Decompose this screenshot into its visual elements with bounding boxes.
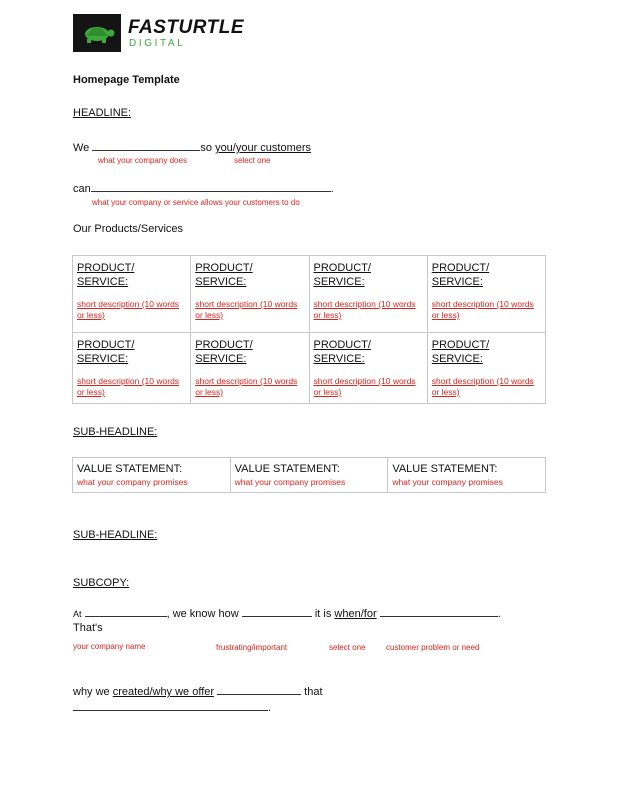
subheadline-label: SUB-HEADLINE: [73,426,158,438]
products-table [72,255,546,404]
value-statements-table [72,457,546,493]
at-text: At [73,609,82,619]
value-label: VALUE STATEMENT: [392,463,498,475]
it-is-text: it is [314,608,332,620]
that-text: that [304,686,323,698]
value-cell[interactable] [73,458,231,493]
we-line [73,140,311,154]
final-blank[interactable] [73,700,268,711]
product-cell[interactable] [191,333,309,404]
offering-blank[interactable] [217,684,301,695]
product-label: PRODUCT/ SERVICE: [431,262,490,288]
subcopy-label: SUBCOPY: [73,577,130,589]
product-description: short description (10 words or less) [195,299,298,320]
page-title: Homepage Template [73,74,180,86]
logo-subtitle: DIGITAL [129,38,186,49]
value-description: what your company promises [392,477,503,487]
product-label: PRODUCT/ SERVICE: [77,339,135,365]
value-description: what your company promises [77,477,188,487]
closing-line [73,684,323,698]
value-label: VALUE STATEMENT: [77,463,183,475]
logo-wordmark: FASTURTLE [128,17,245,38]
product-description: short description (10 words or less) [195,376,298,397]
value-cell[interactable] [388,458,546,493]
hint-company-does: what your company does [98,156,187,165]
products-title: Our Products/Services [73,223,184,235]
product-label: PRODUCT/ SERVICE: [195,339,253,365]
hint-company-name: your company name [73,642,146,651]
hint-customer-problem: customer problem or need [386,643,480,652]
product-description: short description (10 words or less) [77,376,180,397]
period-text: . [497,608,501,620]
product-cell[interactable] [73,256,191,333]
product-label: PRODUCT/ SERVICE: [77,262,135,288]
product-description: short description (10 words or less) [431,376,534,397]
frustrating-blank[interactable] [242,606,312,617]
logo-turtle-icon [73,14,121,52]
product-label: PRODUCT/ SERVICE: [431,339,490,365]
created-offer-option: created/why we offer [112,686,215,698]
product-cell[interactable] [427,333,545,404]
we-know-how-text: , we know how [166,608,239,620]
we-text: We [73,142,90,154]
value-label: VALUE STATEMENT: [234,463,340,475]
company-does-blank[interactable] [92,140,200,151]
product-label: PRODUCT/ SERVICE: [313,339,371,365]
closing-line-2 [73,700,271,714]
subheadline-label-2: SUB-HEADLINE: [73,529,158,541]
allows-customers-blank[interactable] [91,181,331,192]
customer-problem-blank[interactable] [380,606,498,617]
final-period: . [268,702,272,714]
headline-label: HEADLINE: [73,107,132,119]
company-name-blank[interactable] [85,606,167,617]
product-cell[interactable] [309,256,427,333]
why-we-text: why we [73,686,110,698]
can-text: can [73,183,91,195]
products-row [73,333,546,404]
so-text: so [200,142,212,154]
product-description: short description (10 words or less) [77,299,180,320]
value-row [73,458,546,493]
can-line [73,181,334,195]
products-row [73,256,546,333]
hint-select-one: select one [234,156,271,165]
you-your-customers-option: you/your customers [215,142,312,154]
thats-text: That's [73,622,103,634]
product-label: PRODUCT/ SERVICE: [313,262,371,288]
hint-select-one-2: select one [329,643,366,652]
hint-frustrating: frustrating/important [216,643,288,652]
product-label: PRODUCT/ SERVICE: [195,262,253,288]
product-cell[interactable] [309,333,427,404]
product-cell[interactable] [73,333,191,404]
product-cell[interactable] [191,256,309,333]
product-cell[interactable] [427,256,545,333]
period-text: . [330,183,334,195]
hint-allows-customers: what your company or service allows your customers to do [92,198,300,207]
value-cell[interactable] [230,458,388,493]
subcopy-line [73,606,501,620]
product-description: short description (10 words or less) [313,299,416,320]
product-description: short description (10 words or less) [431,299,534,320]
when-for-option: when/for [334,608,377,620]
value-description: what your company promises [234,477,346,487]
product-description: short description (10 words or less) [313,376,416,397]
